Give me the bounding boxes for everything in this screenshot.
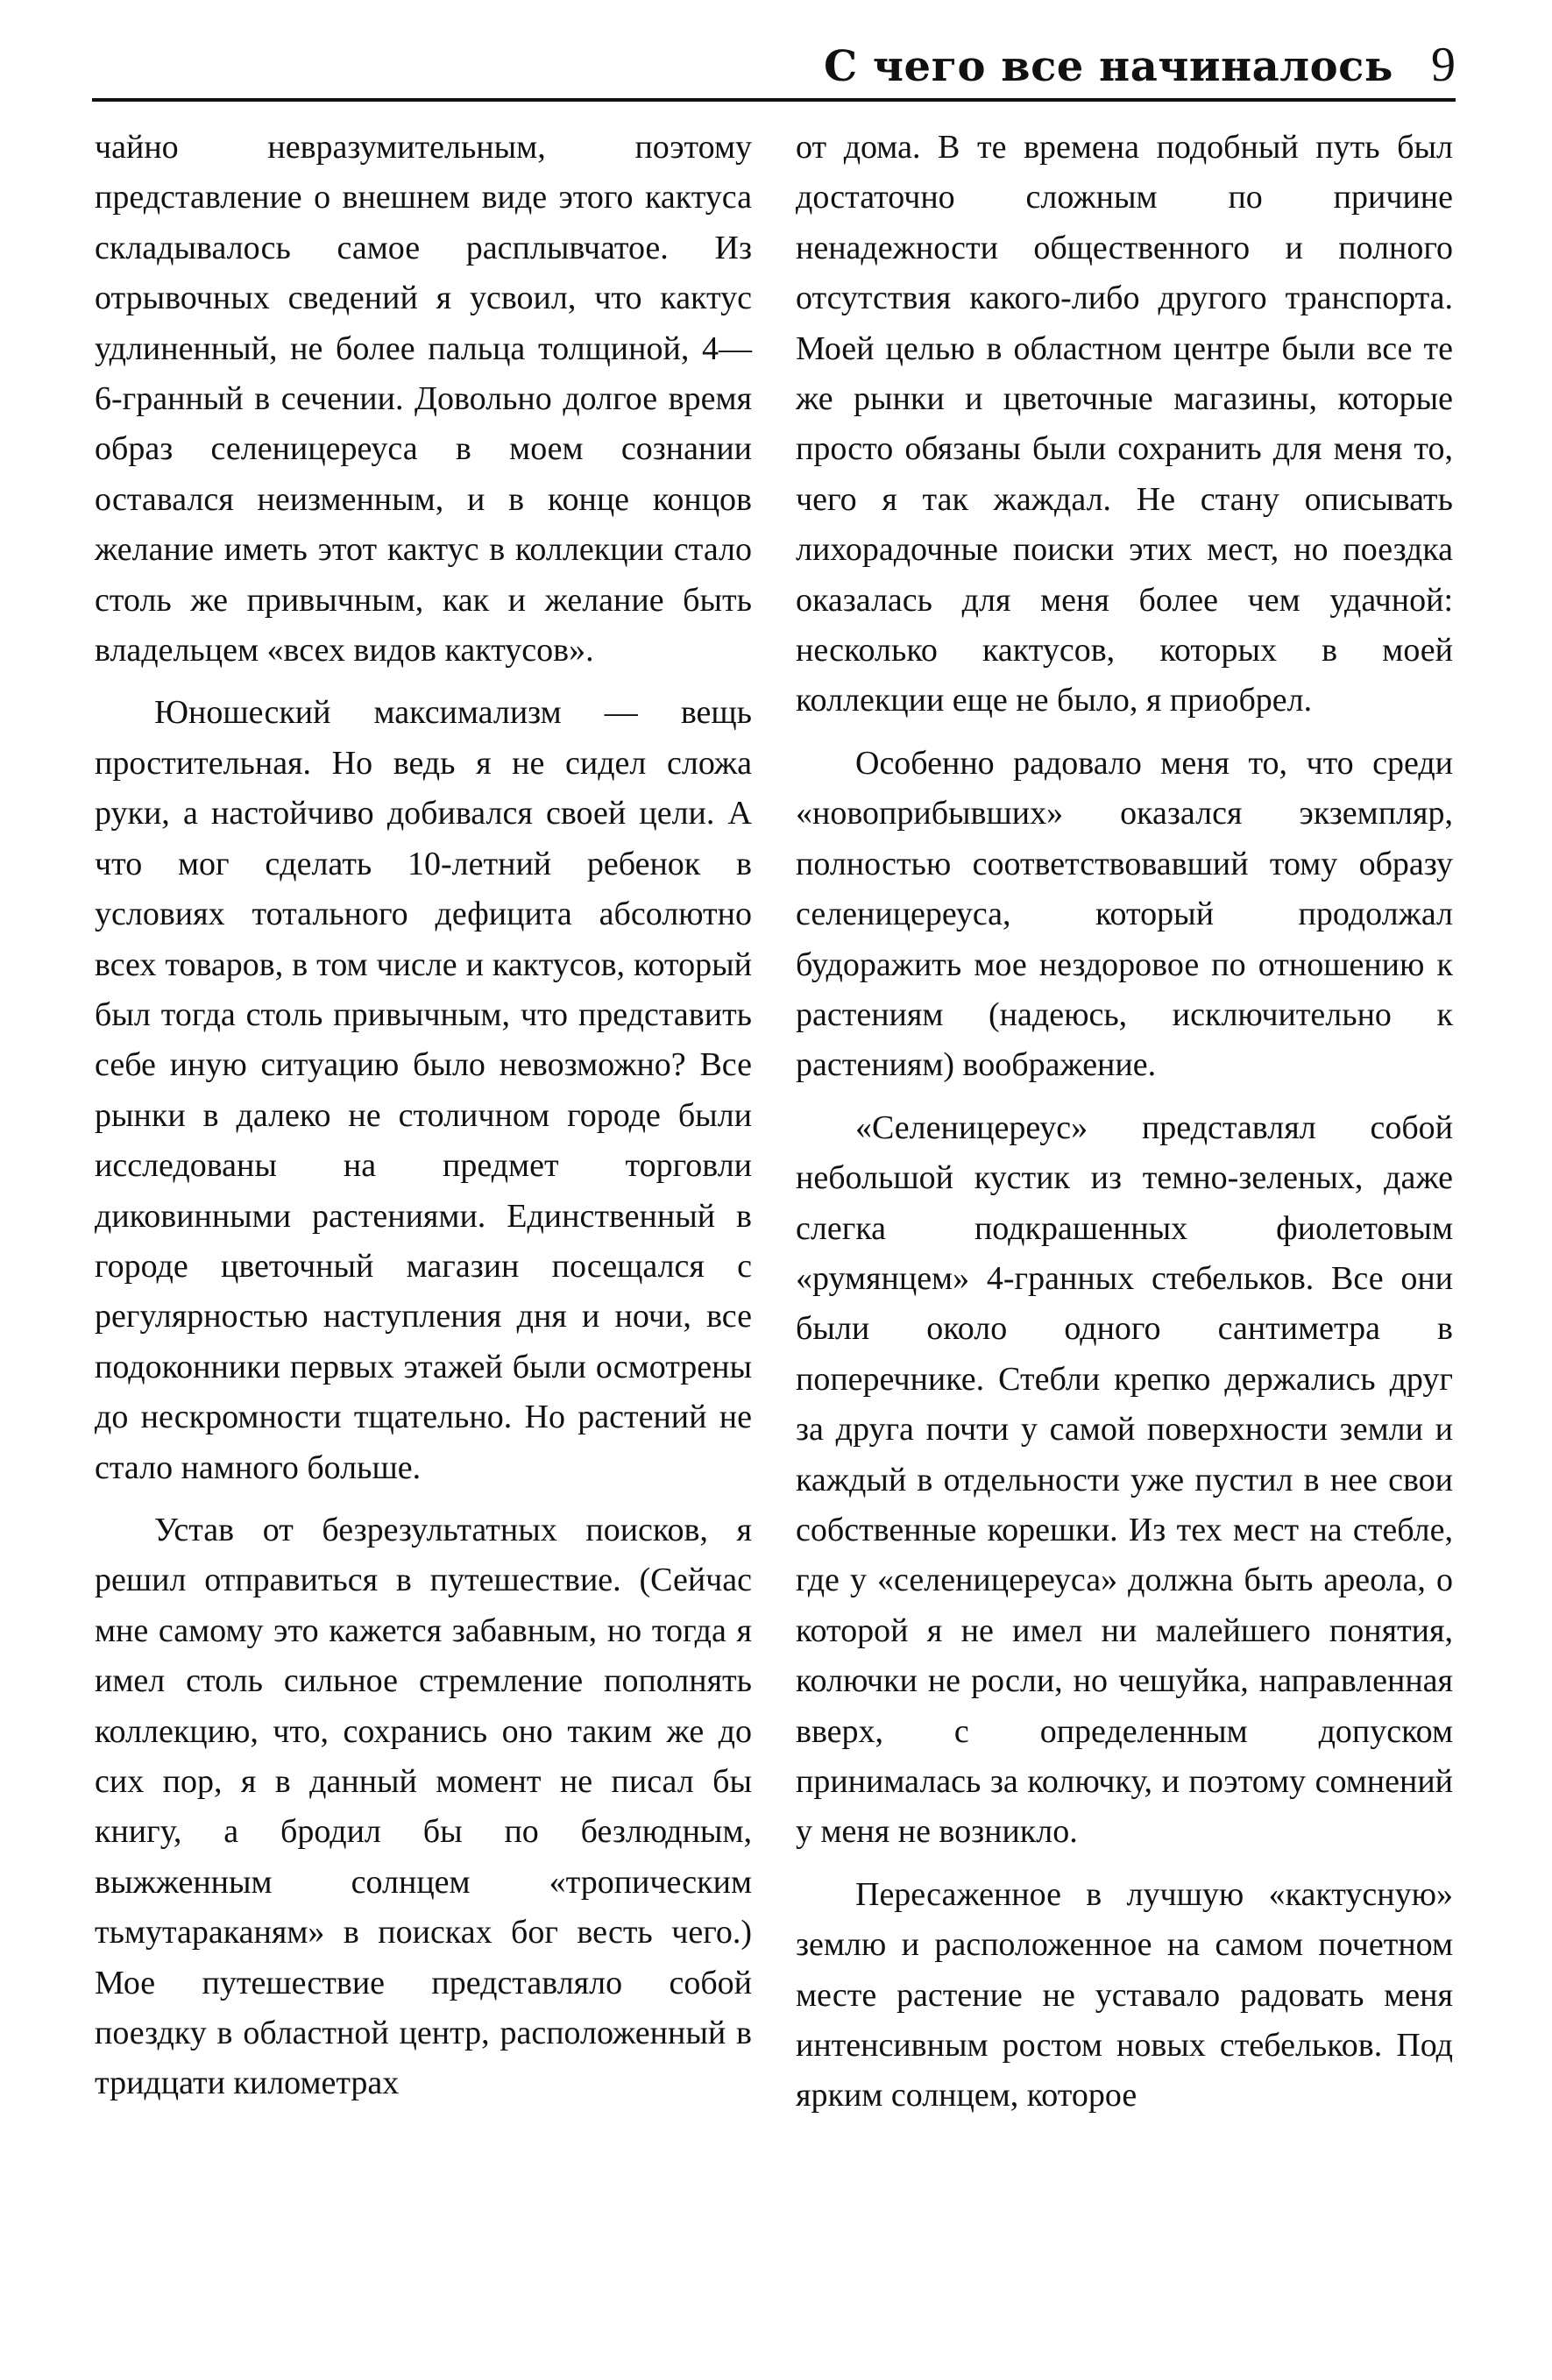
paragraph: «Селеницереус» представлял собой небольшой кустик из темно-зеленых, даже слегка подкрашенных фиолетовым «румянцем» 4-гранных стебельков. Все они были около одного сантиметра в поперечнике. Стебли крепко держались друг за друга почти у самой поверхности земли и каждый в отдельности уже пустил в нее свои собственные корешки. Из тех мест на стебле, где у «селеницереуса» должна быть ареола, о которой я не имел ни малейшего понятия, колючки не росли, но чешуйка, направленная вверх, с определенным допуском принималась за колючку, и поэтому сомнений у меня не возникло. (796, 1109, 1453, 1851)
left-column (95, 123, 752, 2109)
paragraph: Пересаженное в лучшую «кактусную» землю и расположенное на самом почетном месте растение не уставало радовать меня интенсивным ростом новых стебельков. Под ярким солнцем, которое (796, 1875, 1453, 2114)
page-number: 9 (1431, 38, 1456, 92)
paragraph: Устав от безрезультатных поисков, я решил отправиться в путешествие. (Сейчас мне самому это кажется забавным, но тогда я имел столь сильное стремление пополнять коллекцию, что, сохранись оно таким же до сих пор, я в данный момент не писал бы книгу, а бродил бы по безлюдным, выжженным солнцем «тропическим тьмутараканям» в поисках бог весть чего.) Мое путешествие представляло собой поездку в областной центр, расположенный в тридцати километрах (95, 1511, 752, 2102)
right-column (796, 123, 1453, 2121)
chapter-title: С чего все начиналось (824, 42, 1393, 91)
running-header (92, 37, 1456, 98)
header-rule (92, 98, 1456, 102)
paragraph: от дома. В те времена подобный путь был достаточно сложным по причине ненадежности общественного и полного отсутствия какого-либо другого транспорта. Моей целью в областном центре были все те же рынки и цветочные магазины, которые просто обязаны были сохранить для меня то, чего я так жаждал. Не стану описывать лихорадочные поиски этих мест, но поездка оказалась для меня более чем удачной: несколько кактусов, которых в моей коллекции еще не было, я приобрел. (796, 129, 1453, 719)
paragraph: Особенно радовало меня то, что среди «новоприбывших» оказался экземпляр, полностью соответствовавший тому образу селеницереуса, который продолжал будоражить мое нездоровое по отношению к растениям (надеюсь, исключительно к растениям) воображение. (796, 744, 1453, 1084)
paragraph: чайно невразумительным, поэтому представление о внешнем виде этого кактуса складывалось самое расплывчатое. Из отрывочных сведений я усвоил, что кактус удлиненный, не более пальца толщиной, 4—6-гранный в сечении. Довольно долгое время образ селеницереуса в моем сознании оставался неизменным, и в конце концов желание иметь этот кактус в коллекции стало столь же привычным, как и желание быть владельцем «всех видов кактусов». (95, 129, 752, 669)
paragraph: Юношеский максимализм — вещь простительная. Но ведь я не сидел сложа руки, а настойчиво добивался своей цели. А что мог сделать 10-летний ребенок в условиях тотального дефицита абсолютно всех товаров, в том числе и кактусов, который был тогда столь привычным, что представить себе иную ситуацию было невозможно? Все рынки в далеко не столичном городе были исследованы на предмет торговли диковинными растениями. Единственный в городе цветочный магазин посещался с регулярностью наступления дня и ночи, все подоконники первых этажей были осмотрены до нескромности тщательно. Но растений не стало намного больше. (95, 694, 752, 1486)
